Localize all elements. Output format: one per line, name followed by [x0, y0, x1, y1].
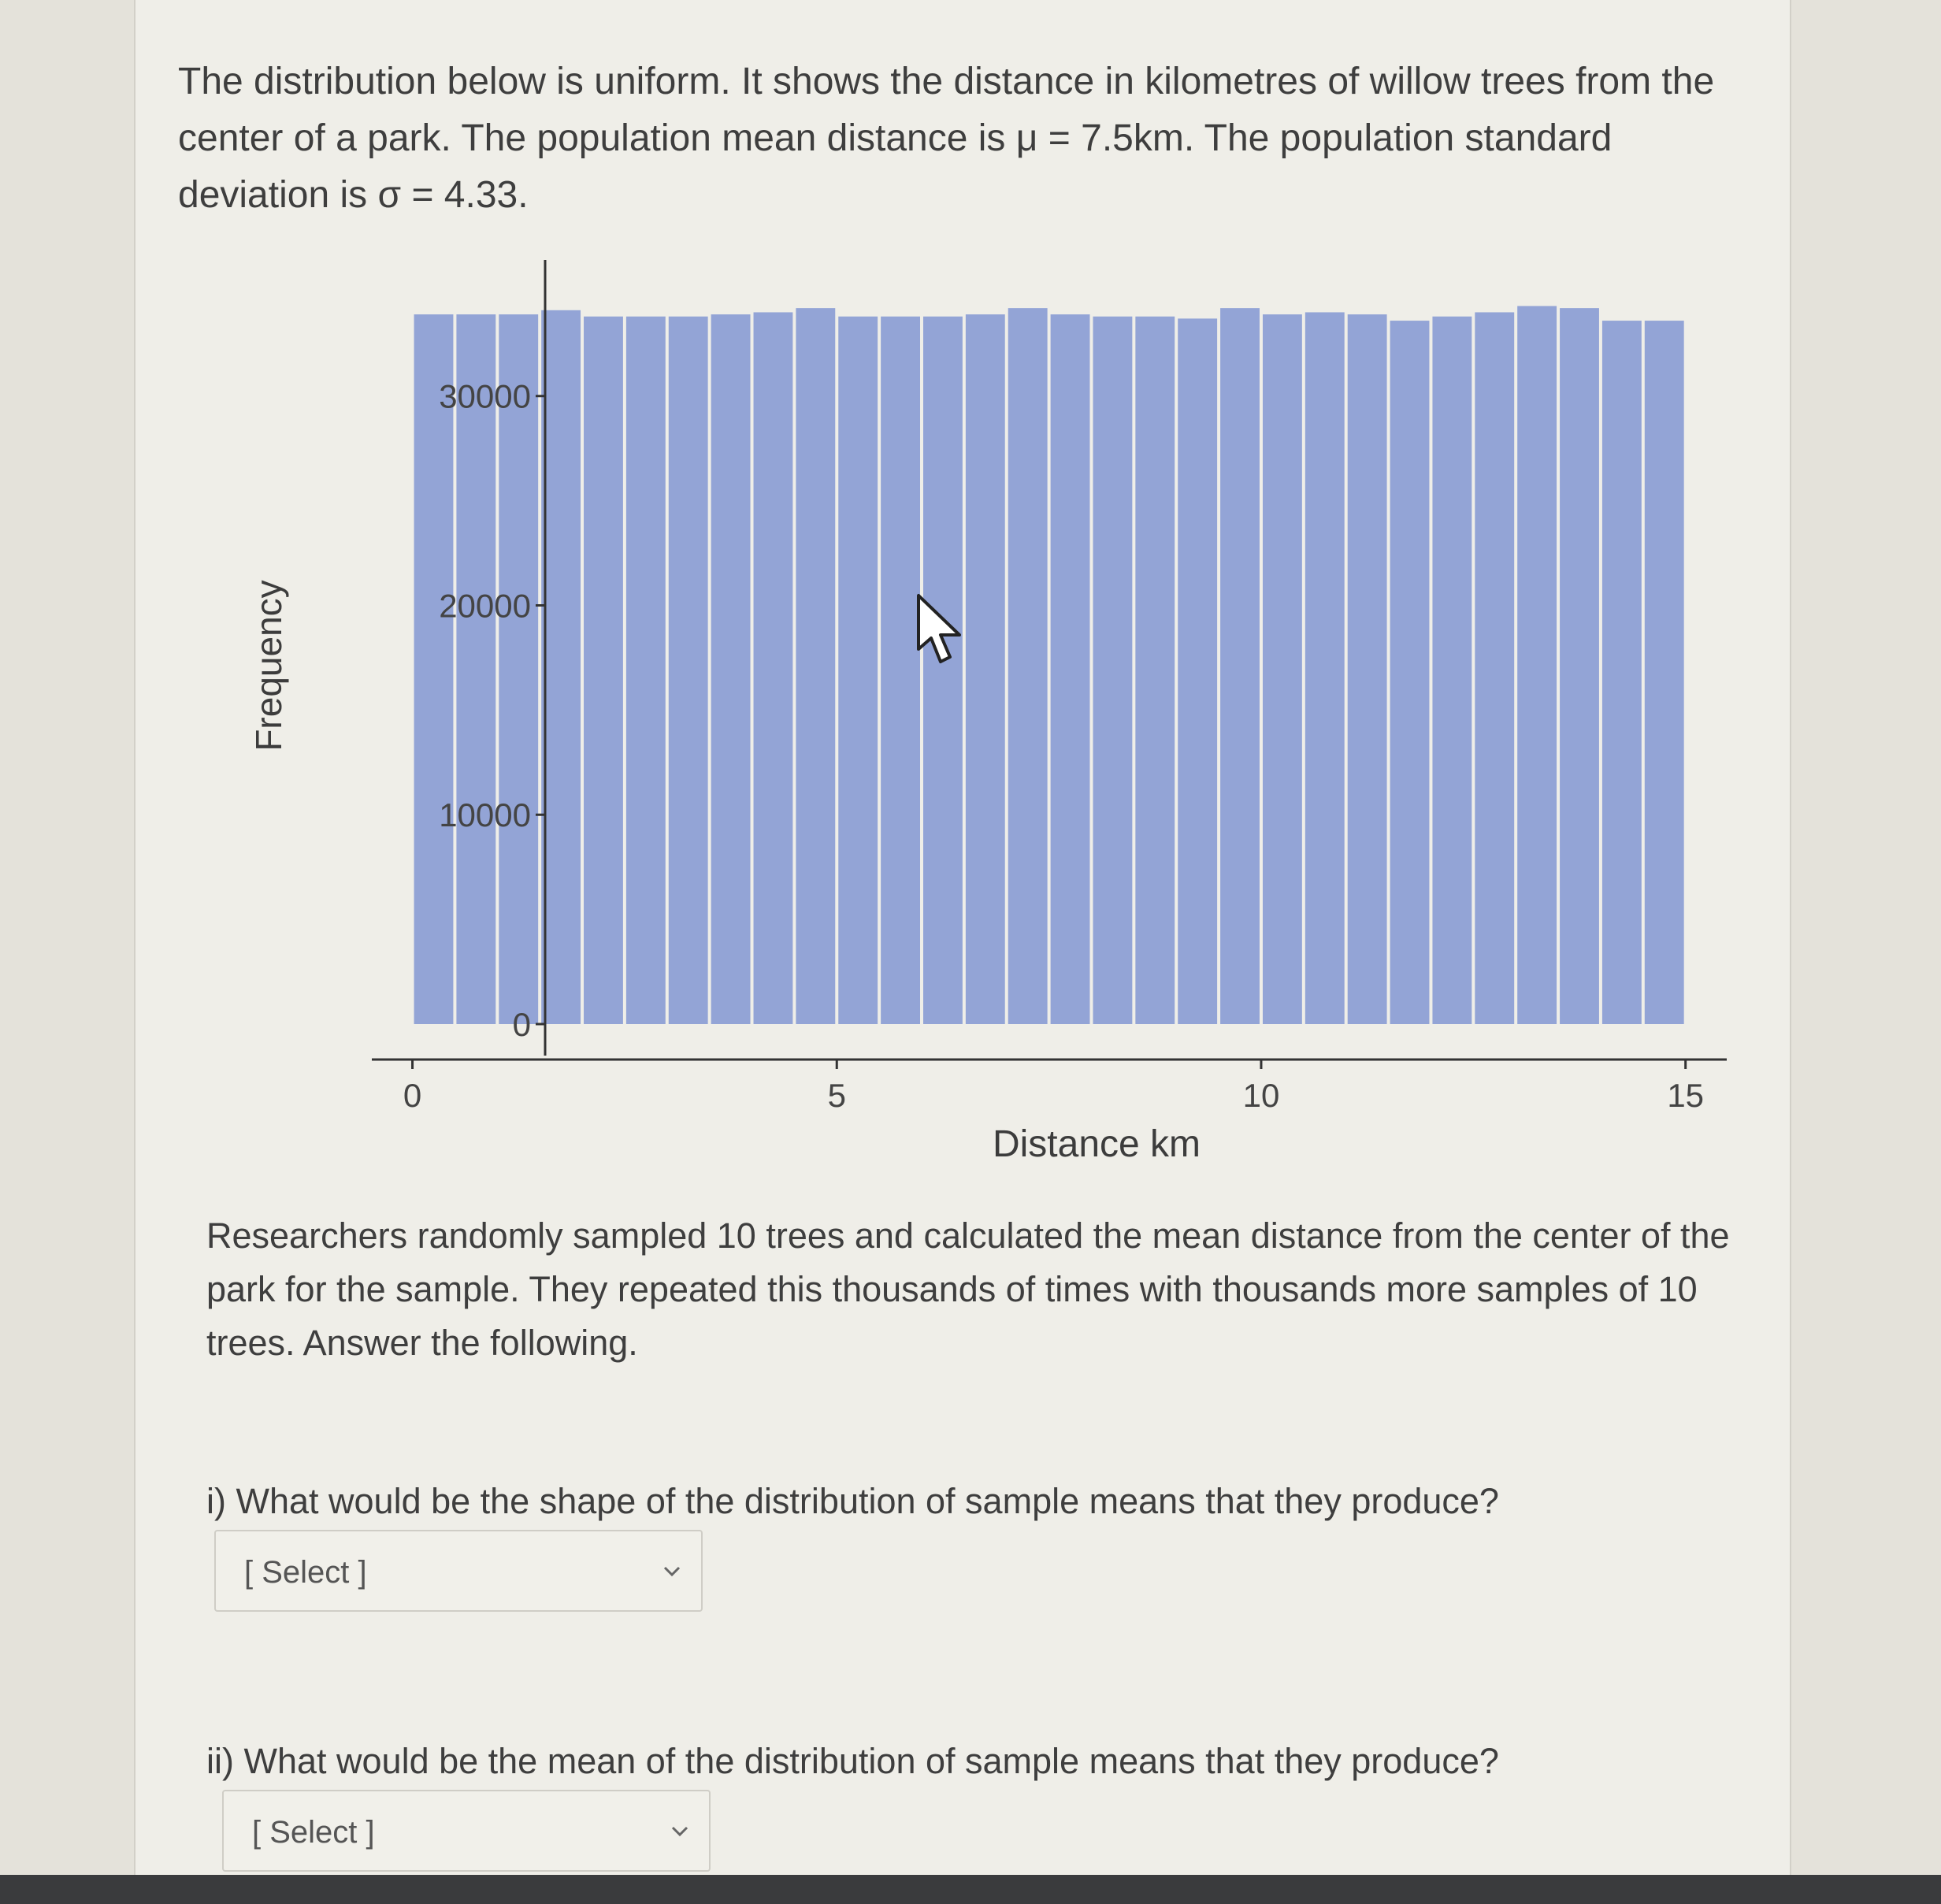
x-tick-label: 10 [1242, 1077, 1280, 1114]
histogram-bar [414, 314, 454, 1024]
histogram-bar [754, 312, 793, 1024]
question-1-select-value: [ Select ] [244, 1555, 367, 1590]
chevron-down-icon [668, 1820, 692, 1843]
histogram-bar [669, 317, 708, 1024]
histogram-bar [1348, 314, 1387, 1024]
histogram-bar [1432, 317, 1472, 1024]
x-tick-label: 15 [1667, 1077, 1705, 1114]
chevron-down-icon [660, 1560, 684, 1583]
histogram-bar [541, 310, 581, 1024]
histogram-bar [1475, 312, 1514, 1024]
histogram-bar [1008, 308, 1048, 1024]
y-tick-label: 10000 [439, 796, 531, 834]
mouse-cursor-icon [915, 592, 964, 668]
histogram-bar [923, 317, 963, 1024]
y-tick-label: 20000 [439, 587, 531, 625]
histogram-bar [1051, 314, 1090, 1024]
screen-bottom-edge [0, 1875, 1941, 1904]
histogram-bar [1093, 317, 1132, 1024]
histogram-bar [1305, 312, 1345, 1024]
histogram-bar [499, 314, 538, 1024]
histogram-bar [1220, 308, 1260, 1024]
question-intro-text: The distribution below is uniform. It shows the distance in kilometres of willow trees from the center of a park. The population mean distance is μ = 7.5km. The population standard deviation is σ = 4.33. [178, 61, 1715, 216]
question-1-label: i) What would be the shape of the distribution of sample means that they produce? [206, 1481, 1499, 1521]
histogram-bar [456, 314, 495, 1024]
histogram-chart [230, 236, 1727, 1197]
question-2-label: ii) What would be the mean of the distribution of sample means that they produce? [206, 1741, 1499, 1781]
histogram-bar [838, 317, 878, 1024]
y-axis-label: Frequency [248, 580, 289, 752]
histogram-bar [1263, 314, 1302, 1024]
histogram-bar [1178, 318, 1217, 1024]
histogram-bar [1390, 321, 1430, 1024]
x-tick-label: 5 [827, 1077, 846, 1114]
question-2-select-value: [ Select ] [252, 1815, 375, 1850]
histogram-bar [584, 317, 623, 1024]
histogram-bar [1135, 317, 1175, 1024]
histogram-bar [1517, 306, 1557, 1024]
x-tick-label: 0 [403, 1077, 422, 1114]
histogram-bar [1645, 321, 1684, 1024]
histogram-svg [230, 236, 1727, 1197]
question-1-select[interactable] [214, 1530, 703, 1612]
histogram-bar [711, 314, 751, 1024]
question-panel [134, 0, 1791, 1875]
histogram-bar [1560, 308, 1599, 1024]
y-tick-label: 30000 [439, 377, 531, 415]
question-2-select[interactable] [222, 1790, 711, 1872]
x-axis-label: Distance km [992, 1123, 1201, 1165]
research-description-text: Researchers randomly sampled 10 trees and calculated the mean distance from the center of the park for the sample. They repeated this thousands of times with thousands more samples of 10 trees. Answer the following. [206, 1216, 1730, 1363]
y-tick-label: 0 [512, 1006, 531, 1043]
histogram-bar [796, 308, 835, 1024]
histogram-bar [966, 314, 1005, 1024]
histogram-bar [881, 317, 920, 1024]
histogram-bar [1602, 321, 1642, 1024]
histogram-bar [626, 317, 666, 1024]
